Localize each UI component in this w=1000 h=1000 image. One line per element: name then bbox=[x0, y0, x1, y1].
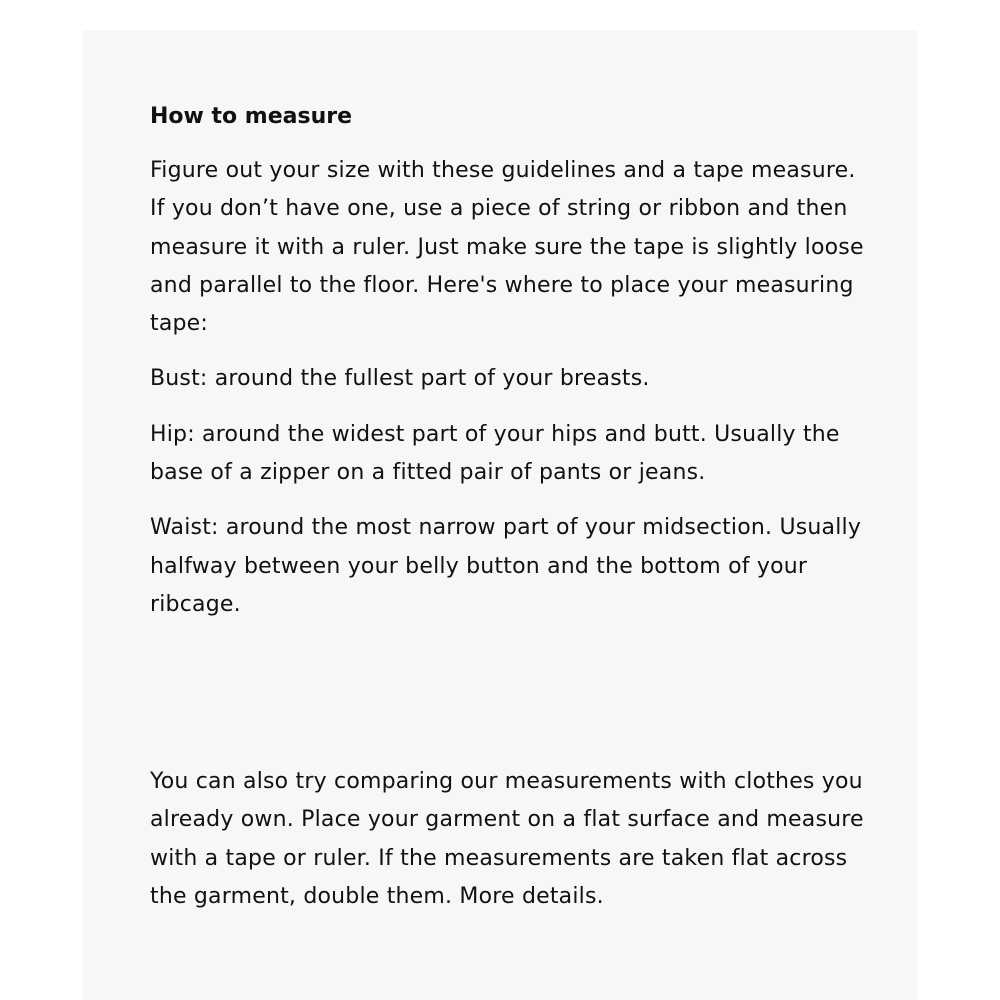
intro-paragraph: Figure out your size with these guidelines and a tape measure. If you don’t have one, use a piece of string or ribbon and then measure it with a ruler. Just make sure the tape is slightly loose and parallel to the floor. Here's where to place your measuring tape: bbox=[150, 158, 864, 337]
previous-card bbox=[82, 0, 918, 30]
how-to-measure-content bbox=[150, 98, 870, 909]
bust-instruction: Bust: around the fullest part of your breasts. bbox=[150, 366, 650, 392]
section-heading: How to measure bbox=[150, 104, 353, 129]
compare-garments-paragraph: You can also try comparing our measurements with clothes you already own. Place your garment on a flat surface and measure with a tape or ruler. If the measurements are taken flat across the garment, double them. More details. bbox=[150, 769, 864, 909]
waist-instruction: Waist: around the most narrow part of your midsection. Usually halfway between your belly button and the bottom of your ribcage. bbox=[150, 515, 862, 617]
how-to-measure-panel bbox=[82, 30, 918, 1000]
hip-instruction: Hip: around the widest part of your hips and butt. Usually the base of a zipper on a fitted pair of pants or jeans. bbox=[150, 421, 840, 486]
